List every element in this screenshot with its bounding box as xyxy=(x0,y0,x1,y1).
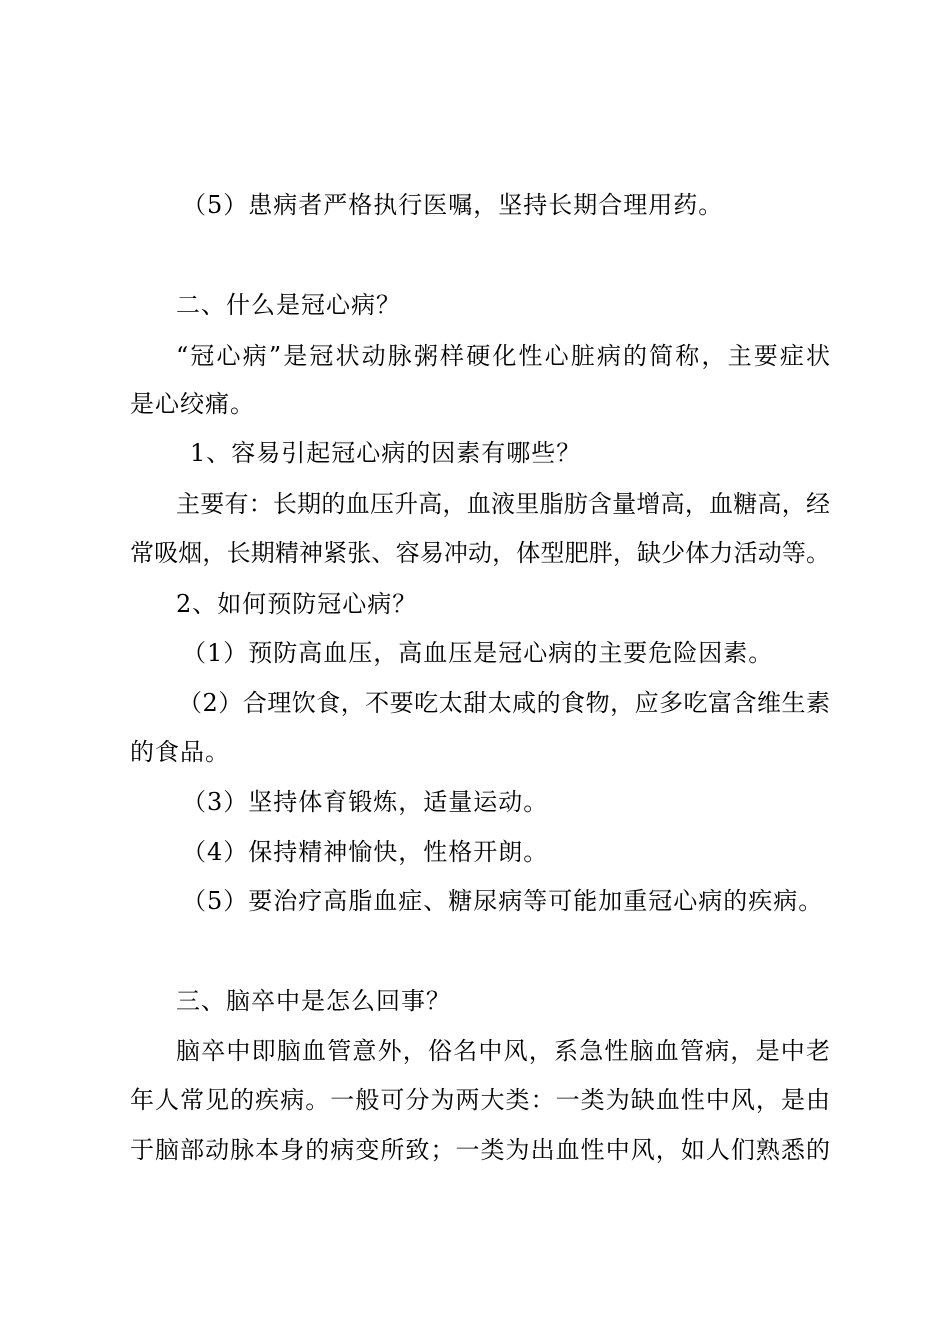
list-item: （3）坚持体育锻炼，适量运动。 xyxy=(182,788,549,816)
subheading-prevention: 2、如何预防冠心病？ xyxy=(176,590,418,618)
paragraph-line: 常吸烟，长期精神紧张、容易冲动，体型肥胖，缺少体力活动等。 xyxy=(130,539,830,567)
paragraph-line: “冠心病”是冠状动脉粥样硬化性心脏病的简称，主要症状 xyxy=(176,342,830,370)
paragraph-line: 是心绞痛。 xyxy=(130,390,255,418)
paragraph-line: 脑卒中即脑血管意外，俗名中风，系急性脑血管病，是中老 xyxy=(176,1037,830,1065)
list-item-take-medication: （5）患病者严格执行医嘱，坚持长期合理用药。 xyxy=(182,191,724,219)
subheading-risk-factors: 1、容易引起冠心病的因素有哪些？ xyxy=(190,439,582,467)
section-heading-coronary-disease: 二、什么是冠心病？ xyxy=(176,291,401,319)
list-item: （1）预防高血压，高血压是冠心病的主要危险因素。 xyxy=(182,639,774,667)
paragraph-line: 年人常见的疾病。一般可分为两大类：一类为缺血性中风，是由 xyxy=(130,1086,830,1114)
list-item: （2）合理饮食，不要吃太甜太咸的食物，应多吃富含维生素 xyxy=(178,689,830,717)
list-item: （4）保持精神愉快，性格开朗。 xyxy=(182,838,549,866)
list-item-continuation: 的食品。 xyxy=(130,738,230,766)
paragraph-line: 主要有：长期的血压升高，血液里脂肪含量增高，血糖高，经 xyxy=(176,490,830,518)
section-heading-stroke: 三、脑卒中是怎么回事？ xyxy=(176,987,451,1015)
list-item: （5）要治疗高脂血症、糖尿病等可能加重冠心病的疾病。 xyxy=(182,887,824,915)
paragraph-line: 于脑部动脉本身的病变所致；一类为出血性中风，如人们熟悉的 xyxy=(130,1136,830,1164)
